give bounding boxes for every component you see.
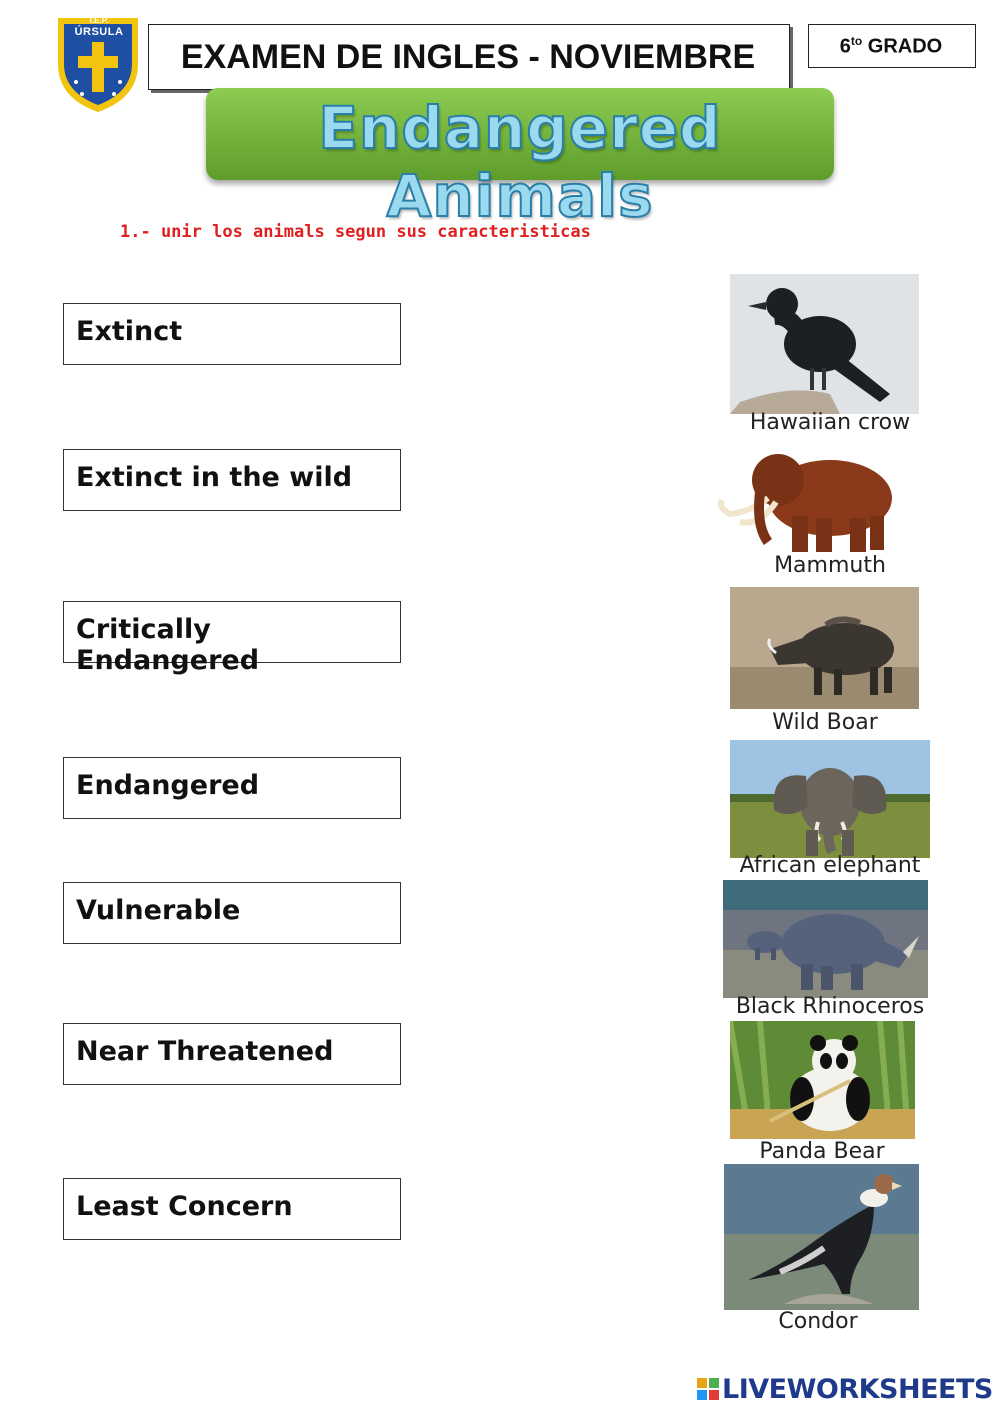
grade-suffix: to [850,34,863,48]
status-label: Near Threatened [76,1036,334,1067]
status-label: Critically Endangered [76,614,260,676]
mammoth-photo-icon[interactable] [710,446,900,556]
elephant-photo-icon[interactable] [730,740,930,858]
footer-brand: LIVEWORKSHEETS [722,1374,993,1405]
boar-photo-icon[interactable] [730,587,919,709]
school-prefix: I.E.P. [89,16,109,25]
animal-caption: Hawaiian crow [749,410,911,435]
animal-caption: Black Rhinoceros [735,994,925,1019]
banner-title: Endangered Animals [318,94,722,230]
grade-word: GRADO [867,35,943,58]
animal-caption: Mammuth [774,553,886,578]
animal-caption: Wild Boar [772,710,878,735]
status-label: Least Concern [76,1191,293,1222]
crow-photo-icon[interactable] [730,274,919,414]
status-box-critically-endangered[interactable] [63,601,401,676]
animal-caption: Condor [778,1309,858,1334]
animal-caption: African elephant [739,853,921,878]
grade-number: 6 [839,35,851,58]
status-box-extinct[interactable] [63,303,401,365]
status-label: Extinct in the wild [76,462,353,493]
instruction-text: 1.- unir los animals segun sus caracteristicas [120,222,591,242]
panda-photo-icon[interactable] [730,1021,915,1139]
school-name: ÚRSULA [74,26,124,38]
status-box-near-threatened[interactable] [63,1023,401,1085]
status-box-extinct-in-wild[interactable] [63,449,401,511]
condor-photo-icon[interactable] [724,1164,919,1310]
status-label: Extinct [76,316,183,347]
status-box-vulnerable[interactable] [63,882,401,944]
status-label: Vulnerable [76,895,241,926]
status-box-endangered[interactable] [63,757,401,819]
exam-title: EXAMEN DE INGLES - NOVIEMBRE [180,38,756,76]
rhino-photo-icon[interactable] [723,880,928,998]
status-box-least-concern[interactable] [63,1178,401,1240]
status-label: Endangered [76,770,260,801]
animal-caption: Panda Bear [759,1139,885,1164]
grade-label [808,34,974,59]
liveworksheets-logo-icon [697,1378,719,1400]
